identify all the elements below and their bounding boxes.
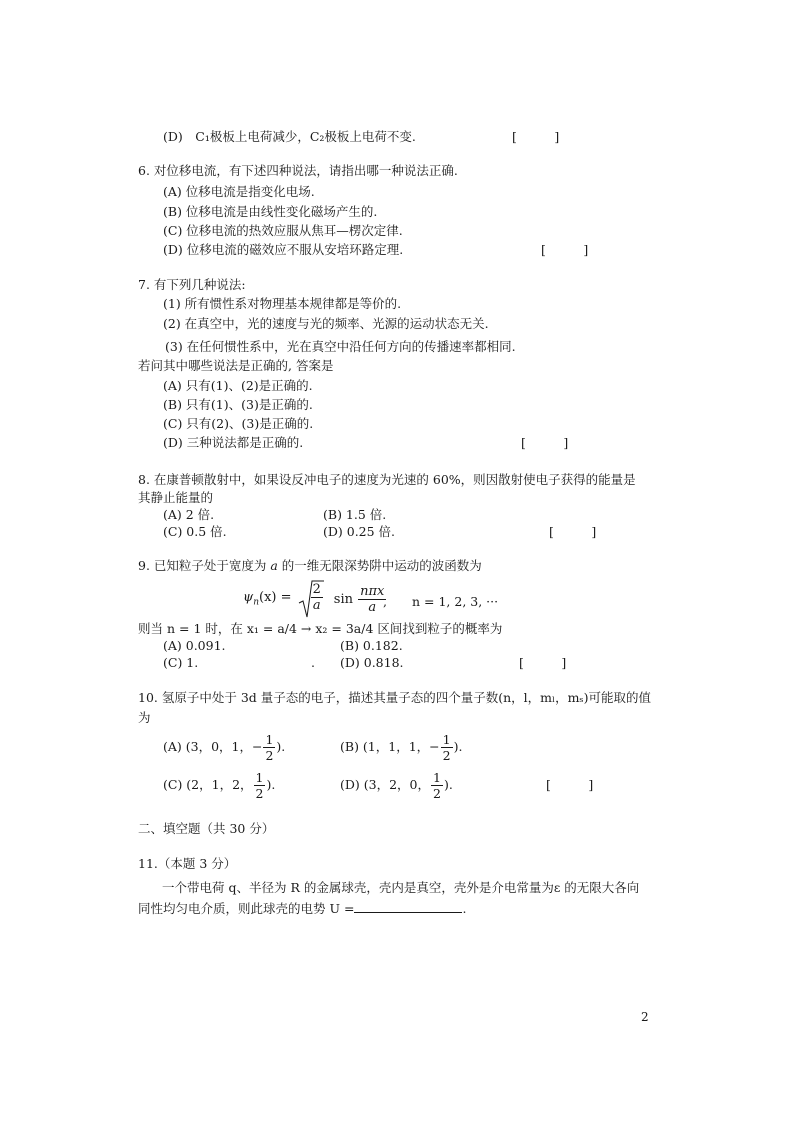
- q7-statement-1: (1) 所有惯性系对物理基本规律都是等价的.: [163, 296, 402, 311]
- q8-option-d: (D) 0.25 倍.: [323, 524, 396, 539]
- q9-stray-dot: .: [311, 655, 315, 670]
- q9-psi: ψ: [243, 590, 254, 606]
- q7-option-a: (A) 只有(1)、(2)是正确的.: [163, 378, 313, 393]
- q10-option-c-pre: (C) (2，1，2，: [163, 777, 253, 792]
- q5-option-d: (D) C₁极板上电荷减少，C₂极板上电荷不变.: [163, 129, 416, 144]
- q8-stem-line1: 8. 在康普顿散射中，如果设反冲电子的速度为光速的 60%，则因散射使电子获得的能量是: [138, 472, 636, 487]
- q10-option-a-half-den: 2: [265, 748, 274, 763]
- q9-wavefunction: [243, 579, 387, 623]
- q10-stem-line2: 为: [138, 710, 151, 725]
- section-2-title: 二、填空题（共 30 分）: [138, 821, 275, 836]
- q7-option-b: (B) 只有(1)、(3)是正确的.: [163, 397, 313, 412]
- q6-stem: 6. 对位移电流，有下述四种说法，请指出哪一种说法正确.: [138, 163, 458, 178]
- q9-stem: [138, 558, 482, 574]
- q9-option-d: (D) 0.818.: [340, 655, 404, 670]
- q10-option-b: [340, 729, 462, 765]
- q5-answer-bracket[interactable]: [ ]: [512, 129, 560, 144]
- q10-option-a-close: ).: [276, 739, 286, 754]
- q11-line2-post: .: [462, 901, 467, 916]
- q6-option-d: (D) 位移电流的磁效应不服从安培环路定理.: [163, 242, 404, 257]
- q10-option-d-close: ).: [443, 777, 453, 792]
- q10-stem-line1: 10. 氢原子中处于 3d 量子态的电子，描述其量子态的四个量子数(n，l，mₗ，mₛ)可能取的值: [138, 690, 652, 705]
- q9-option-c: (C) 1.: [163, 655, 199, 670]
- q10-option-c-half-num: 1: [255, 770, 264, 785]
- q10-option-c-half: [254, 770, 266, 801]
- q8-option-c: (C) 0.5 倍.: [163, 524, 227, 539]
- q8-option-b: (B) 1.5 倍.: [323, 507, 387, 522]
- q9-option-b: (B) 0.182.: [340, 638, 403, 653]
- q6-answer-bracket[interactable]: [ ]: [541, 242, 589, 257]
- q7-statement-3: (3) 在任何惯性系中，光在真空中沿任何方向的传播速率都相同.: [165, 339, 516, 354]
- q9-stem-b: 的一维无限深势阱中运动的波函数为: [277, 558, 482, 573]
- q10-option-d-half-num: 1: [432, 770, 441, 785]
- q10-option-a-half: [263, 732, 275, 763]
- q11-line2: [138, 900, 466, 917]
- q9-sqrt: [298, 579, 324, 619]
- q6-option-c: (C) 位移电流的热效应服从焦耳—楞次定律.: [163, 223, 403, 238]
- q9-stem-a: 9. 已知粒子处于宽度为: [138, 558, 271, 573]
- q11-heading: 11.（本题 3 分）: [138, 856, 237, 871]
- q10-option-d-pre: (D) (3，2，0，: [340, 777, 430, 792]
- q7-question: 若问其中哪些说法是正确的, 答案是: [138, 358, 334, 373]
- q10-option-d: [340, 767, 453, 803]
- page-number: 2: [641, 1010, 649, 1024]
- q10-option-b-pre: (B) (1，1，1，−: [340, 739, 440, 754]
- q7-option-c: (C) 只有(2)、(3)是正确的.: [163, 416, 314, 431]
- q7-option-d: (D) 三种说法都是正确的.: [163, 435, 304, 450]
- q10-option-b-half-num: 1: [442, 732, 451, 747]
- q8-answer-bracket[interactable]: [ ]: [549, 524, 597, 539]
- q11-line1: 一个带电荷 q、半径为 R 的金属球壳，壳内是真空，壳外是介电常量为ε 的无限大各向: [162, 880, 640, 895]
- q6-option-b: (B) 位移电流是由线性变化磁场产生的.: [163, 204, 378, 219]
- q9-sin-den: a: [368, 599, 377, 615]
- q9-comma: ,: [383, 594, 387, 609]
- q9-condition: 则当 n = 1 时，在 x₁ = a/4 → x₂ = 3a/4 区间找到粒子的概率为: [138, 621, 503, 636]
- q11-answer-blank[interactable]: [354, 900, 462, 913]
- q7-answer-bracket[interactable]: [ ]: [521, 435, 569, 450]
- q7-stem: 7. 有下列几种说法:: [138, 277, 246, 292]
- q10-answer-bracket[interactable]: [ ]: [546, 777, 594, 792]
- q10-option-c-half-den: 2: [255, 786, 264, 801]
- q9-sin-num: nπx: [360, 583, 385, 599]
- q10-option-a-half-num: 1: [265, 732, 274, 747]
- q9-frac-den: a: [312, 598, 321, 613]
- q9-psi-sub: n: [253, 597, 259, 608]
- q9-sqrt-frac: [311, 582, 323, 613]
- q10-option-b-half: [441, 732, 453, 763]
- q9-sin: sin: [333, 591, 353, 607]
- q9-answer-bracket[interactable]: [ ]: [519, 655, 567, 670]
- q10-option-c-close: ).: [266, 777, 276, 792]
- q10-option-c: [163, 767, 275, 803]
- q9-frac-num: 2: [312, 582, 321, 597]
- q10-option-b-half-den: 2: [442, 748, 451, 763]
- q7-statement-2: (2) 在真空中，光的速度与光的频率、光源的运动状态无关.: [163, 316, 489, 331]
- q8-option-a: (A) 2 倍.: [163, 507, 215, 522]
- q9-arg: (x) =: [259, 590, 292, 606]
- q8-stem-line2: 其静止能量的: [138, 490, 214, 505]
- q6-option-a: (A) 位移电流是指变化电场.: [163, 184, 315, 199]
- q9-option-a: (A) 0.091.: [163, 638, 226, 653]
- q10-option-a: [163, 729, 285, 765]
- q10-option-d-half: [431, 770, 443, 801]
- q10-option-b-close: ).: [453, 739, 463, 754]
- q9-stem-var: a: [270, 558, 278, 573]
- q10-option-a-pre: (A) (3，0，1，−: [163, 739, 263, 754]
- q11-line2-pre: 同性均匀电介质，则此球壳的电势 U =: [138, 901, 355, 916]
- q10-option-d-half-den: 2: [432, 786, 441, 801]
- q9-n-range: n = 1, 2, 3, ···: [412, 594, 499, 609]
